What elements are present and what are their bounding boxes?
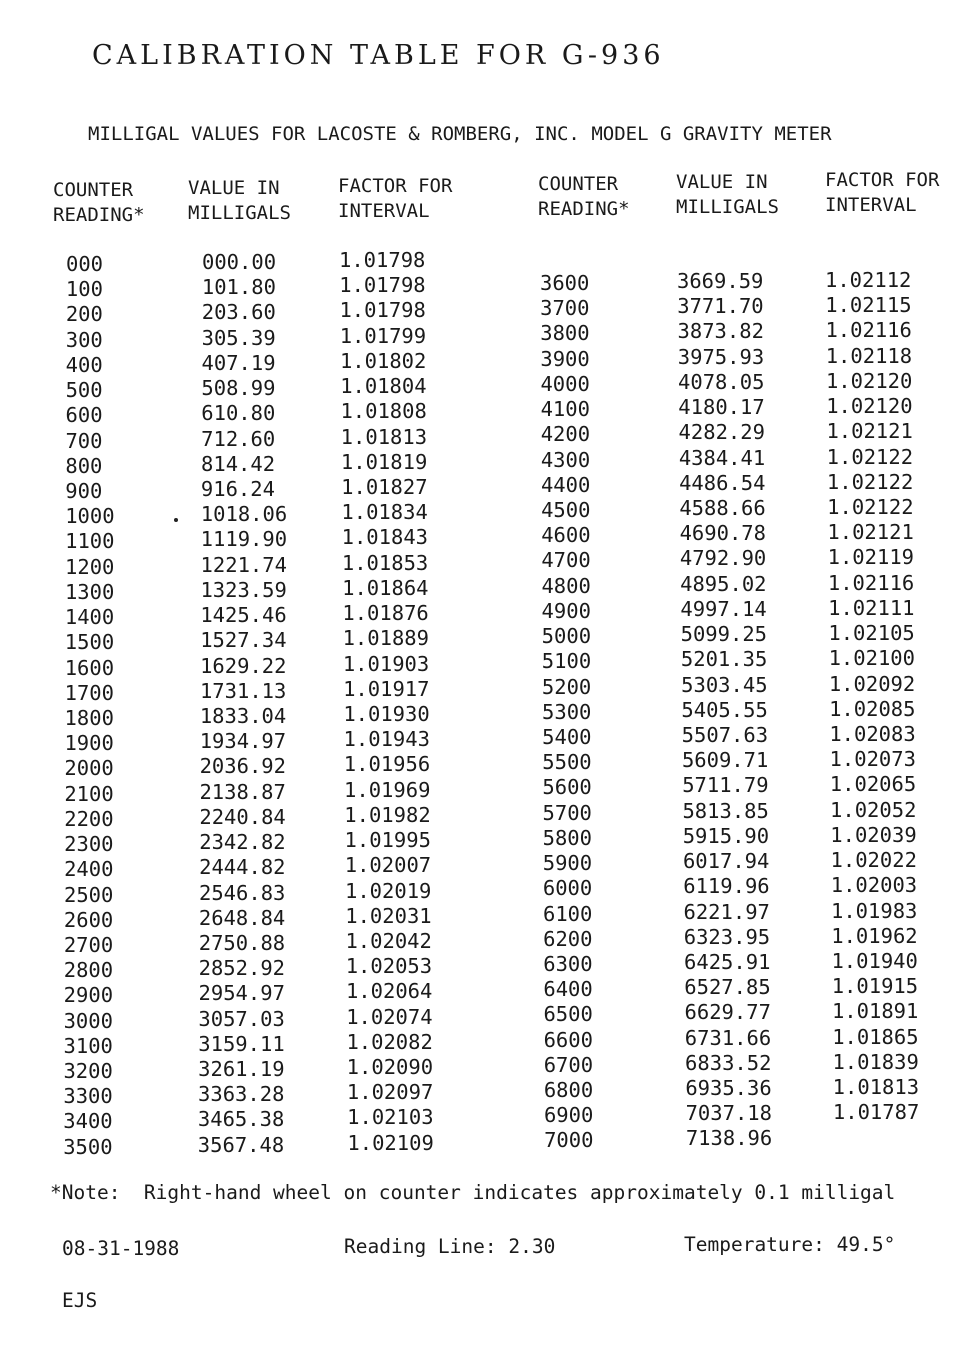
milligal-value: 4078.05 [678, 369, 765, 394]
milligal-value: 1527.34 [200, 628, 287, 653]
milligal-value: 2648.84 [198, 905, 286, 930]
milligal-value: 1018.06 [200, 502, 288, 527]
counter-reading: 6400 [543, 977, 593, 1002]
milligal-value: 4792.90 [679, 546, 767, 571]
milligal-value: 2444.82 [199, 855, 286, 880]
counter-reading: 3600 [540, 271, 590, 295]
milligal-value: 6017.94 [682, 849, 770, 874]
interval-factor: 1.02052 [830, 797, 917, 822]
milligal-value: 3669.59 [677, 269, 764, 293]
interval-factor: 1.01864 [342, 575, 429, 600]
milligal-value: 6935.36 [685, 1076, 772, 1101]
counter-reading: 2400 [64, 857, 114, 882]
interval-factor: 1.02031 [345, 903, 432, 928]
interval-factor: 1.01943 [343, 727, 430, 752]
milligal-value: 2342.82 [199, 830, 286, 855]
interval-factor: 1.02097 [346, 1080, 434, 1105]
interval-factor: 1.01834 [341, 500, 428, 525]
counter-reading: 5700 [542, 800, 592, 825]
milligal-value: 4486.54 [679, 470, 766, 495]
milligal-value: 407.19 [201, 350, 276, 375]
milligal-value: 6833.52 [685, 1050, 772, 1075]
interval-factor: 1.02103 [347, 1105, 434, 1130]
milligal-value: 305.39 [201, 325, 276, 350]
interval-factor: 1.01787 [832, 1100, 920, 1125]
interval-factor: 1.02022 [830, 848, 917, 873]
milligal-value: 5609.71 [681, 748, 769, 773]
interval-factor: 1.01827 [341, 474, 428, 499]
counter-reading: 5300 [542, 699, 592, 724]
milligal-value: 6731.66 [684, 1025, 772, 1050]
counter-reading: 1700 [64, 680, 114, 705]
milligal-value: 5201.35 [680, 647, 768, 672]
milligal-value: 4180.17 [678, 395, 765, 420]
interval-factor: 1.02121 [827, 520, 914, 545]
interval-factor: 1.01940 [831, 948, 918, 973]
footer-temperature: Temperature: 49.5° [684, 1233, 896, 1256]
counter-reading: 6300 [543, 951, 593, 976]
counter-reading: 800 [65, 453, 103, 478]
interval-factor: 1.01798 [339, 298, 426, 323]
milligal-value: 2036.92 [199, 754, 286, 779]
milligal-value: 610.80 [201, 401, 276, 426]
milligal-value: 712.60 [201, 426, 276, 451]
milligal-value: 3567.48 [197, 1132, 285, 1157]
milligal-value: 6629.77 [684, 1000, 771, 1025]
milligal-value: 6323.95 [683, 924, 771, 949]
counter-reading: 5600 [542, 775, 592, 800]
page-title: CALIBRATION TABLE FOR G-936 [92, 40, 665, 71]
milligal-value: 7138.96 [685, 1126, 773, 1151]
milligal-value: 4690.78 [679, 521, 766, 546]
counter-reading: 2000 [64, 756, 114, 781]
milligal-value: 5507.63 [681, 722, 769, 747]
interval-factor: 1.01798 [339, 248, 426, 272]
interval-factor: 1.02073 [829, 747, 916, 772]
header-value-right: VALUE IN MILLIGALS [676, 171, 779, 218]
interval-factor: 1.02105 [828, 621, 915, 646]
header-factor-left: FACTOR FOR INTERVAL [338, 175, 453, 222]
counter-reading: 4400 [540, 472, 591, 497]
counter-reading: 100 [65, 277, 103, 302]
interval-factor: 1.01813 [340, 424, 428, 449]
milligal-value: 5915.90 [682, 823, 770, 848]
milligal-value: 6119.96 [683, 874, 770, 899]
counter-reading: 4000 [540, 371, 590, 396]
speck-mark [174, 518, 178, 522]
milligal-value: 6527.85 [684, 975, 771, 1000]
milligal-value: 5711.79 [682, 773, 769, 798]
interval-factor: 1.02065 [829, 772, 917, 797]
interval-factor: 1.02042 [345, 928, 432, 953]
milligal-value: 1119.90 [200, 527, 288, 552]
milligal-value: 1425.46 [200, 603, 287, 628]
counter-reading: 4200 [540, 422, 591, 447]
counter-reading: 5400 [542, 724, 592, 749]
footer-initials: EJS [62, 1289, 98, 1312]
footer-date: 08-31-1988 [62, 1237, 180, 1260]
counter-reading: 4800 [541, 573, 591, 598]
counter-reading: 1800 [64, 705, 114, 730]
counter-reading: 3000 [63, 1008, 113, 1033]
interval-factor: 1.02083 [829, 721, 916, 746]
counter-reading: 4100 [540, 397, 590, 422]
milligal-value: 3975.93 [677, 344, 765, 369]
milligal-value: 2954.97 [198, 981, 285, 1006]
header-value-left: VALUE IN MILLIGALS [188, 177, 291, 224]
interval-factor: 1.02122 [826, 469, 914, 494]
interval-factor: 1.01962 [831, 923, 918, 948]
interval-factor: 1.01930 [343, 701, 430, 726]
interval-factor: 1.02064 [345, 979, 433, 1004]
counter-reading: 6100 [543, 901, 593, 926]
counter-reading: 1400 [64, 605, 115, 630]
interval-factor: 1.02090 [346, 1055, 434, 1080]
interval-factor: 1.02085 [829, 696, 916, 721]
interval-factor: 1.01843 [341, 525, 429, 550]
counter-reading: 4500 [541, 497, 591, 522]
interval-factor: 1.02112 [825, 268, 912, 292]
counter-reading: 5100 [541, 649, 592, 674]
interval-factor: 1.02039 [830, 822, 917, 847]
milligal-value: 4997.14 [680, 596, 767, 621]
counter-reading: 2300 [64, 832, 114, 857]
milligal-value: 3261.19 [198, 1057, 285, 1082]
counter-reading: 000 [66, 252, 104, 276]
counter-reading: 7000 [544, 1128, 594, 1153]
interval-factor: 1.02082 [346, 1029, 433, 1054]
interval-factor: 1.02019 [345, 878, 432, 903]
counter-reading: 700 [65, 428, 103, 453]
counter-reading: 4300 [540, 447, 591, 472]
counter-reading: 4700 [541, 548, 591, 573]
counter-reading: 5200 [541, 674, 592, 699]
counter-reading: 3900 [540, 346, 590, 371]
interval-factor: 1.02007 [344, 853, 432, 878]
milligal-value: 3873.82 [677, 319, 764, 344]
counter-reading: 1000 [65, 504, 115, 529]
counter-reading: 5000 [541, 624, 592, 649]
counter-reading: 1100 [65, 529, 115, 554]
milligal-value: 814.42 [201, 451, 276, 476]
interval-factor: 1.01819 [340, 449, 428, 474]
interval-factor: 1.02116 [825, 318, 912, 343]
interval-factor: 1.02122 [827, 494, 914, 519]
interval-factor: 1.01995 [344, 828, 431, 853]
interval-factor: 1.02119 [827, 545, 915, 570]
header-counter-right: COUNTER READING* [538, 173, 630, 220]
interval-factor: 1.01865 [832, 1024, 919, 1049]
interval-factor: 1.02109 [347, 1130, 434, 1155]
interval-factor: 1.01917 [343, 676, 430, 701]
counter-reading: 4900 [541, 598, 591, 623]
counter-reading: 6200 [543, 926, 593, 951]
milligal-value: 1934.97 [199, 729, 287, 754]
milligal-value: 5303.45 [681, 672, 768, 697]
counter-reading: 4600 [541, 523, 591, 548]
milligal-value: 3771.70 [677, 294, 764, 319]
interval-factor: 1.02115 [825, 293, 912, 318]
counter-reading: 900 [65, 478, 103, 503]
counter-reading: 6700 [543, 1052, 594, 1077]
note-text: *Note: Right-hand wheel on counter indicates approximately 0.1 milligal [50, 1181, 896, 1204]
interval-factor: 1.02120 [826, 394, 913, 419]
counter-reading: 5900 [542, 851, 593, 876]
interval-factor: 1.02120 [825, 368, 913, 393]
counter-reading: 1200 [65, 554, 115, 579]
milligal-value: 1629.22 [200, 653, 287, 678]
milligal-value: 1221.74 [200, 552, 287, 577]
counter-reading: 3500 [63, 1134, 113, 1159]
interval-factor: 1.02118 [825, 343, 913, 368]
interval-factor: 1.01891 [831, 999, 919, 1024]
milligal-value: 000.00 [202, 250, 277, 274]
milligal-value: 203.60 [201, 300, 276, 325]
counter-reading: 1500 [64, 630, 115, 655]
milligal-value: 508.99 [201, 376, 276, 401]
header-factor-right: FACTOR FOR INTERVAL [825, 169, 940, 216]
counter-reading: 6600 [543, 1027, 593, 1052]
page-subtitle: MILLIGAL VALUES FOR LACOSTE & ROMBERG, INC. MODEL G GRAVITY METER [88, 123, 832, 145]
counter-reading: 3400 [63, 1109, 113, 1134]
milligal-value: 6221.97 [683, 899, 770, 924]
milligal-value: 1833.04 [199, 703, 287, 728]
counter-reading: 600 [65, 403, 103, 428]
milligal-value: 5405.55 [681, 697, 768, 722]
interval-factor: 1.02116 [827, 570, 915, 595]
counter-reading: 500 [65, 378, 103, 403]
counter-reading: 6000 [542, 876, 593, 901]
interval-factor: 1.01915 [831, 974, 919, 999]
milligal-value: 4282.29 [678, 420, 765, 445]
interval-factor: 1.02111 [828, 595, 915, 620]
interval-factor: 1.02122 [826, 444, 914, 469]
header-counter-left: COUNTER READING* [53, 179, 145, 226]
interval-factor: 1.01956 [343, 752, 431, 777]
milligal-value: 3465.38 [197, 1107, 285, 1132]
counter-reading: 2500 [64, 882, 114, 907]
footer-reading-line: Reading Line: 2.30 [344, 1235, 556, 1258]
counter-reading: 3800 [540, 321, 590, 346]
milligal-value: 101.80 [201, 275, 276, 300]
interval-factor: 1.02003 [830, 873, 918, 898]
milligal-value: 3057.03 [198, 1006, 285, 1031]
milligal-value: 2750.88 [198, 930, 286, 955]
interval-factor: 1.01876 [342, 601, 429, 626]
counter-reading: 6900 [543, 1103, 594, 1128]
interval-factor: 1.02074 [346, 1004, 433, 1029]
milligal-value: 2852.92 [198, 956, 286, 981]
counter-reading: 6800 [543, 1078, 594, 1103]
counter-reading: 5800 [542, 825, 592, 850]
interval-factor: 1.01808 [340, 399, 427, 424]
interval-factor: 1.01798 [339, 273, 426, 298]
counter-reading: 2100 [64, 781, 114, 806]
interval-factor: 1.01983 [831, 898, 918, 923]
interval-factor: 1.01804 [340, 374, 427, 399]
counter-reading: 300 [65, 327, 103, 352]
counter-reading: 400 [65, 352, 103, 377]
milligal-value: 2240.84 [199, 804, 286, 829]
interval-factor: 1.01839 [832, 1049, 919, 1074]
milligal-value: 7037.18 [685, 1101, 772, 1126]
interval-factor: 1.02092 [828, 671, 916, 696]
milligal-value: 4384.41 [678, 445, 766, 470]
interval-factor: 1.01802 [339, 348, 427, 373]
interval-factor: 1.02121 [826, 419, 913, 444]
counter-reading: 1900 [64, 731, 114, 756]
counter-reading: 2900 [63, 983, 114, 1008]
counter-reading: 2700 [63, 932, 114, 957]
milligal-value: 4895.02 [680, 571, 767, 596]
interval-factor: 1.02053 [345, 954, 433, 979]
counter-reading: 6500 [543, 1002, 593, 1027]
milligal-value: 4588.66 [679, 495, 766, 520]
counter-reading: 3300 [63, 1084, 113, 1109]
interval-factor: 1.01969 [344, 777, 431, 802]
interval-factor: 1.01853 [341, 550, 429, 575]
interval-factor: 1.01889 [342, 626, 429, 651]
interval-factor: 1.02100 [828, 646, 915, 671]
milligal-value: 5813.85 [682, 798, 769, 823]
interval-factor: 1.01813 [832, 1075, 920, 1100]
counter-reading: 200 [65, 302, 103, 327]
milligal-value: 3159.11 [198, 1031, 285, 1056]
counter-reading: 5500 [542, 750, 592, 775]
counter-reading: 1600 [64, 655, 115, 680]
milligal-value: 916.24 [200, 476, 275, 501]
interval-factor: 1.01903 [342, 651, 430, 676]
counter-reading: 1300 [64, 579, 115, 604]
counter-reading: 3200 [63, 1059, 113, 1084]
counter-reading: 2800 [63, 958, 114, 983]
counter-reading: 2200 [64, 806, 114, 831]
counter-reading: 2600 [63, 907, 114, 932]
milligal-value: 2546.83 [199, 880, 286, 905]
milligal-value: 2138.87 [199, 779, 286, 804]
counter-reading: 3100 [63, 1033, 113, 1058]
milligal-value: 1731.13 [199, 678, 287, 703]
milligal-value: 5099.25 [680, 622, 768, 647]
milligal-value: 3363.28 [198, 1082, 285, 1107]
interval-factor: 1.01982 [344, 802, 431, 827]
milligal-value: 1323.59 [200, 577, 287, 602]
milligal-value: 6425.91 [684, 949, 771, 974]
interval-factor: 1.01799 [339, 323, 427, 348]
counter-reading: 3700 [540, 296, 590, 321]
